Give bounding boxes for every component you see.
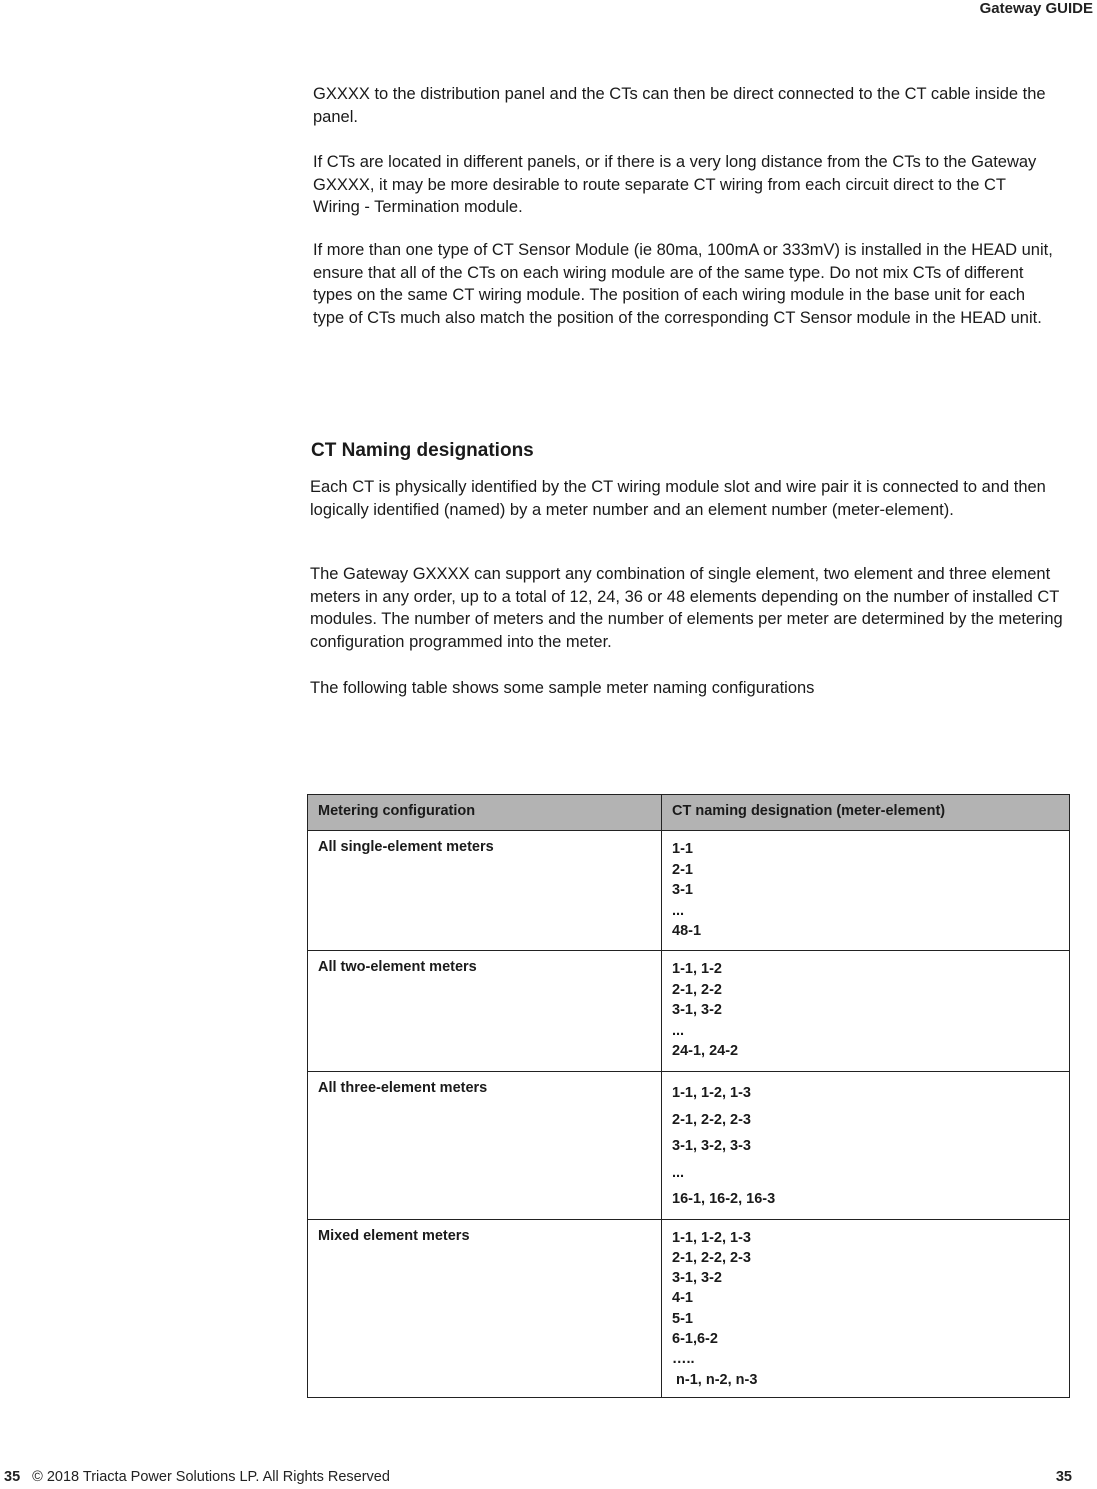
intro-paragraph: If more than one type of CT Sensor Module (ie 80ma, 100mA or 333mV) is installed in the HEAD unit, ensure that all of the CTs on each wiring module are of the same type. Do not mix CTs of different types on the same CT wiring module. The position of each wiring module in the base unit for each type of CTs much also match the position of the corresponding CT Sensor module in the HEAD unit. [313, 241, 1053, 327]
table-header-row [308, 795, 1070, 831]
column-header-designation: CT naming designation (meter-element) [662, 795, 1070, 831]
designation-line: 5-1 [672, 1310, 693, 1327]
metering-config-table [307, 794, 1070, 1398]
page-number-left: 35 [4, 1469, 21, 1485]
designation-line: ... [672, 1164, 685, 1181]
section-paragraph: Each CT is physically identified by the CT wiring module slot and wire pair it is connected to and then logically identified (named) by a meter number and an element number (meter-element). [310, 478, 1046, 519]
config-cell: All single-element meters [308, 831, 662, 951]
table-row [308, 1219, 1070, 1397]
table-row [308, 1072, 1070, 1220]
designation-line: ... [672, 902, 685, 919]
page-header-title: Gateway GUIDE [979, 0, 1093, 17]
designation-line: 1-1, 1-2 [672, 961, 722, 977]
config-cell: All three-element meters [308, 1072, 662, 1220]
designation-line: 4-1 [672, 1290, 693, 1307]
column-header-config: Metering configuration [308, 795, 662, 831]
intro-paragraph: If CTs are located in different panels, or if there is a very long distance from the CTs to the Gateway GXXXX, it may be more desirable to route separate CT wiring from each circuit direct to the CT Wiring - Termination module. [313, 153, 1037, 216]
designation-cell [662, 831, 1070, 951]
designation-line: 3-1, 3-2 [672, 1002, 722, 1018]
designation-line: 2-1, 2-2, 2-3 [672, 1249, 751, 1266]
config-cell: All two-element meters [308, 951, 662, 1072]
copyright-text: © 2018 Triacta Power Solutions LP. All Rights Reserved [32, 1469, 390, 1485]
designation-line: 3-1, 3-2, 3-3 [672, 1138, 751, 1154]
designation-line: 2-1, 2-2 [672, 981, 722, 998]
page-footer [4, 1469, 390, 1485]
section-paragraph: The Gateway GXXXX can support any combination of single element, two element and three element meters in any order, up to a total of 12, 24, 36 or 48 elements depending on the number of installed CT modules. The number of meters and the number of elements per meter are determined by the metering configuration programmed into the meter. [310, 565, 1063, 651]
designation-line: n-1, n-2, n-3 [672, 1371, 758, 1388]
designation-line: 1-1, 1-2, 1-3 [672, 1085, 751, 1101]
config-cell: Mixed element meters [308, 1219, 662, 1397]
designation-line: 3-1 [672, 882, 693, 898]
table-row [308, 951, 1070, 1072]
section-heading: CT Naming designations [311, 440, 534, 461]
designation-cell [662, 1219, 1070, 1397]
designation-line: ….. [672, 1351, 695, 1368]
designation-cell [662, 1072, 1070, 1220]
designation-line: ... [672, 1022, 685, 1039]
page-number-right: 35 [1055, 1469, 1072, 1485]
designation-line: 16-1, 16-2, 16-3 [672, 1191, 776, 1207]
designation-line: 2-1, 2-2, 2-3 [672, 1111, 751, 1128]
designation-line: 2-1 [672, 861, 693, 878]
designation-line: 48-1 [672, 923, 702, 939]
designation-line: 1-1, 1-2, 1-3 [672, 1229, 751, 1246]
designation-cell [662, 951, 1070, 1072]
designation-line: 6-1,6-2 [672, 1330, 718, 1347]
table-row [308, 831, 1070, 951]
intro-paragraph: GXXXX to the distribution panel and the CTs can then be direct connected to the CT cable inside the panel. [313, 85, 1046, 126]
designation-line: 1-1 [672, 841, 693, 857]
section-paragraph: The following table shows some sample meter naming configurations [310, 679, 815, 697]
designation-line: 24-1, 24-2 [672, 1043, 739, 1059]
designation-line: 3-1, 3-2 [672, 1270, 722, 1287]
